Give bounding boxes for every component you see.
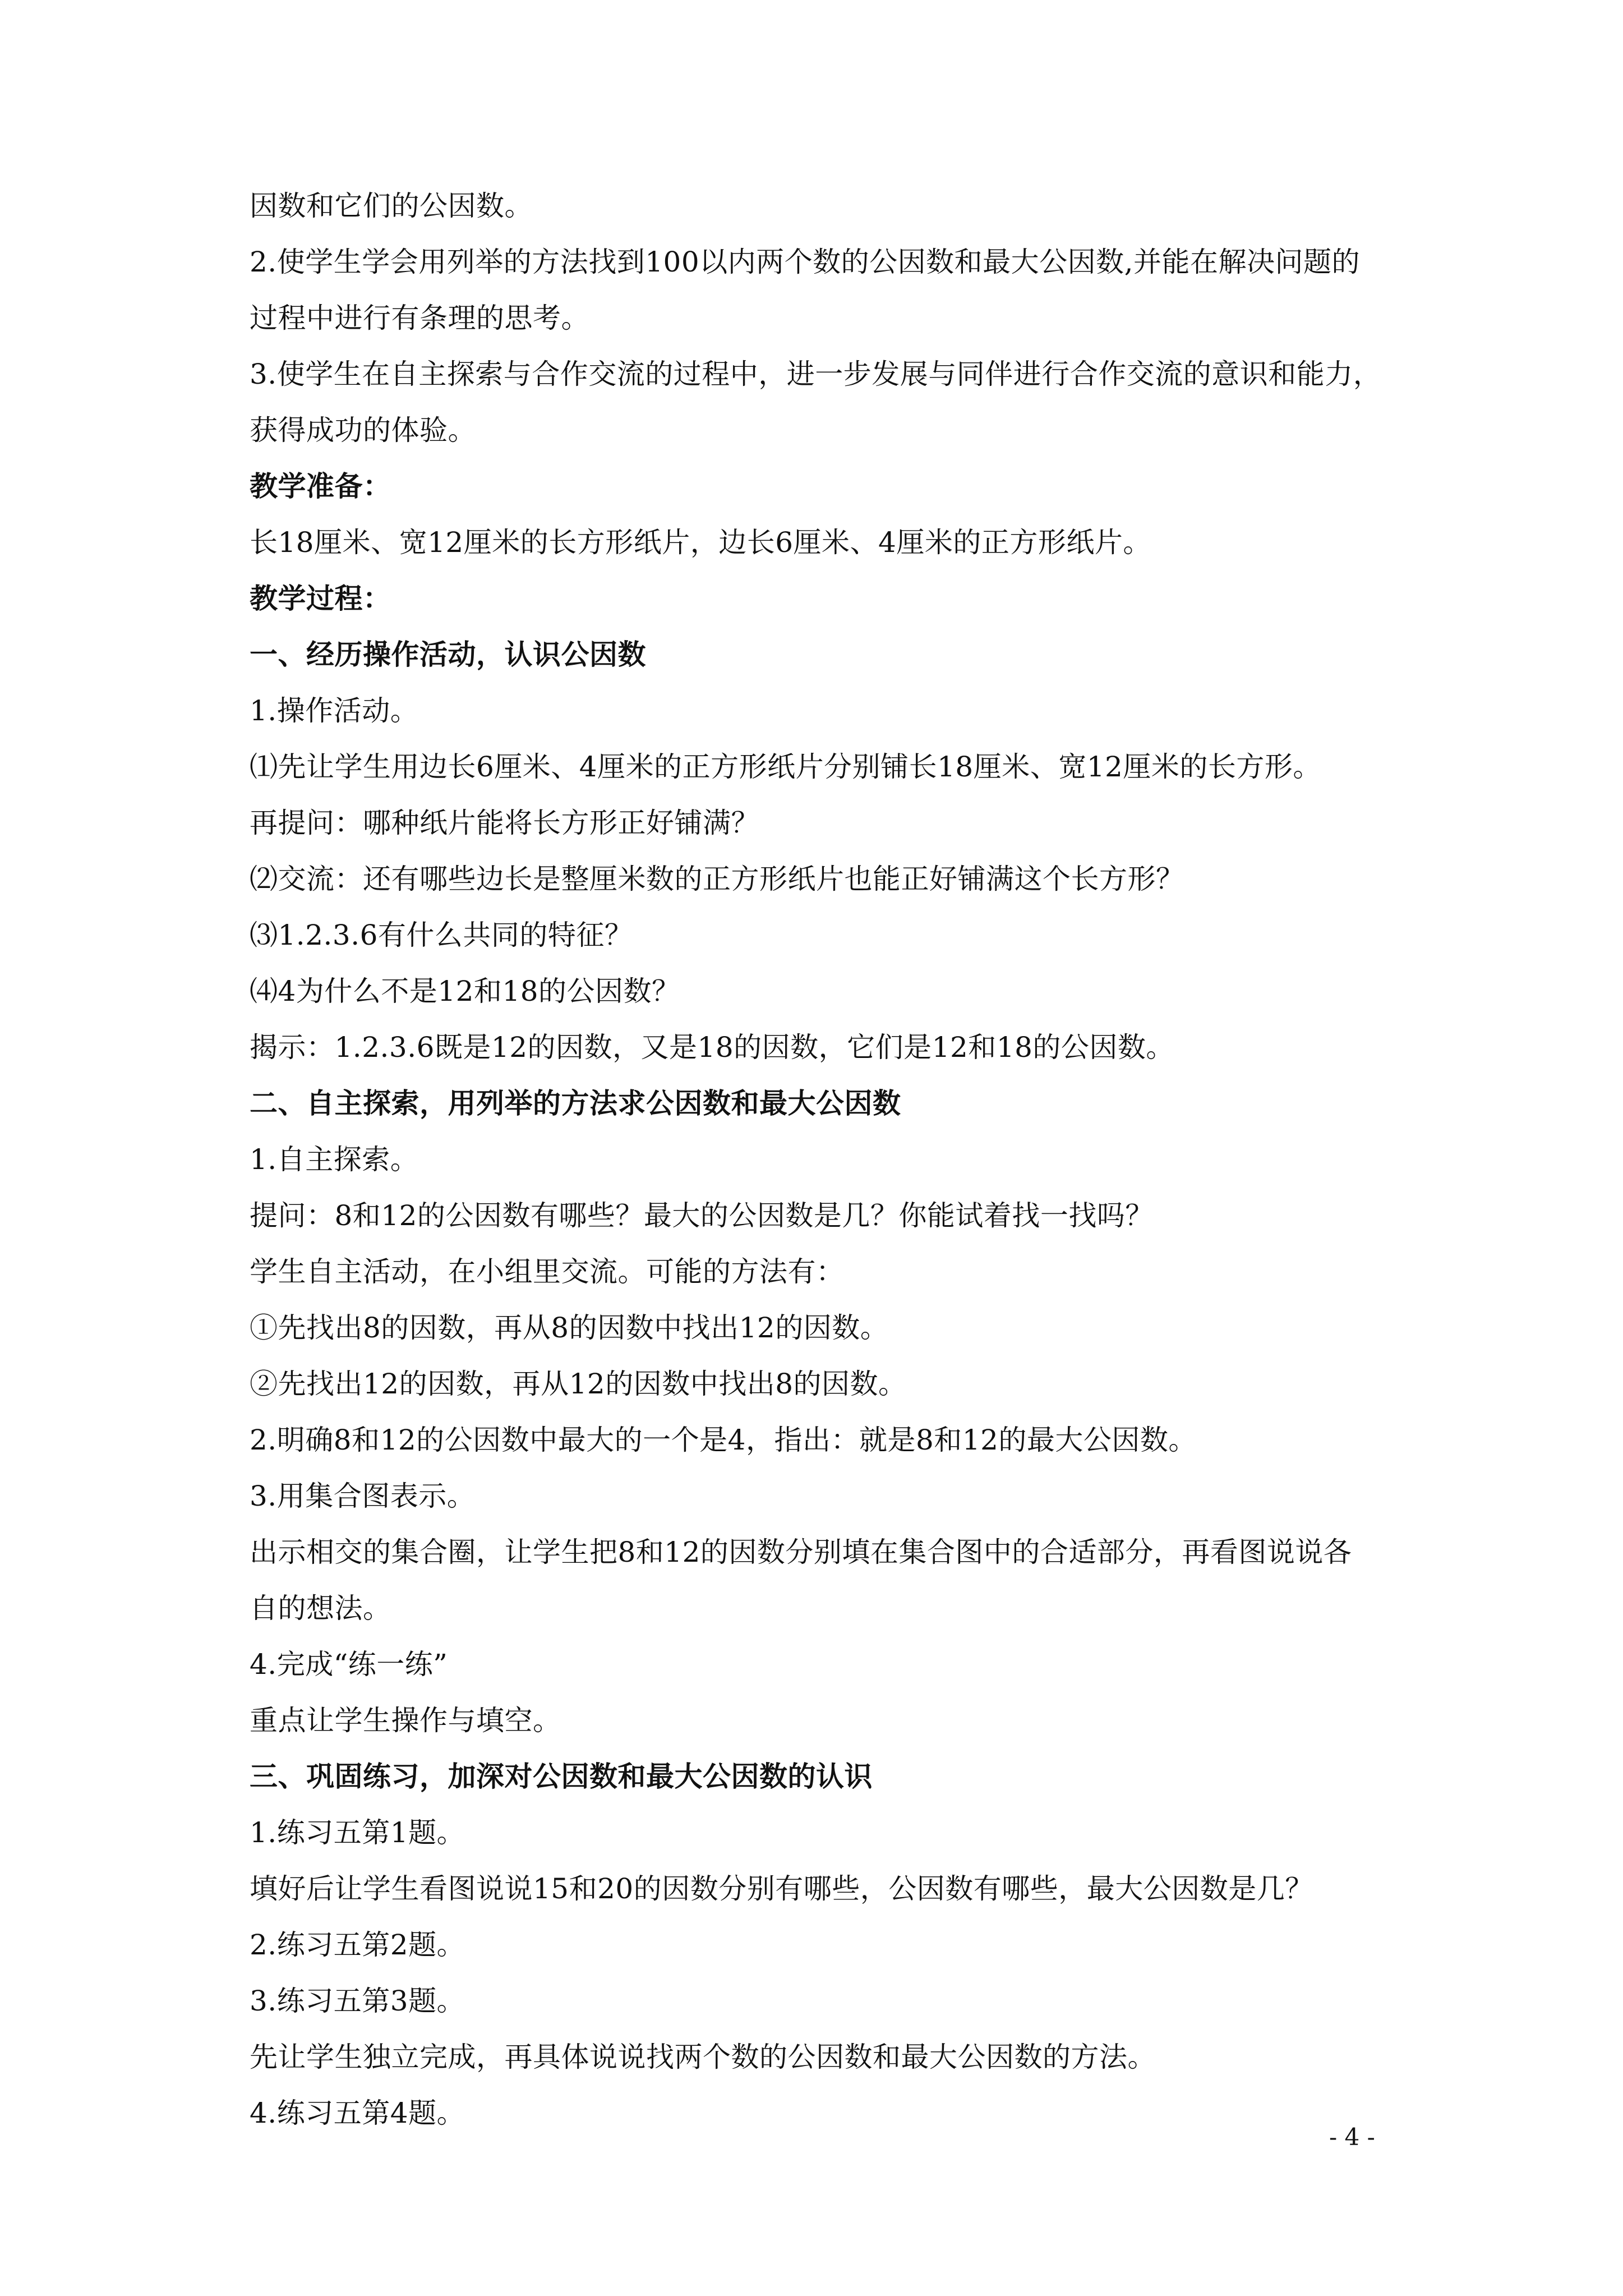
text-line: 2.明确8和12的公因数中最大的一个是4，指出：就是8和12的最大公因数。 <box>250 1424 1197 1456</box>
section-heading-2: 二、自主探索，用列举的方法求公因数和最大公因数 <box>250 1087 901 1120</box>
section-heading-preparation: 教学准备： <box>250 470 391 503</box>
text-line: 学生自主活动，在小组里交流。可能的方法有： <box>250 1255 845 1288</box>
text-line: 2.练习五第2题。 <box>250 1929 465 1961</box>
text-line: ⑷4为什么不是12和18的公因数？ <box>250 975 680 1007</box>
text-line: 出示相交的集合圈，让学生把8和12的因数分别填在集合图中的合适部分，再看图说说各 <box>250 1536 1352 1568</box>
text-line: 再提问：哪种纸片能将长方形正好铺满？ <box>250 807 759 839</box>
text-line: 先让学生独立完成，再具体说说找两个数的公因数和最大公因数的方法。 <box>250 2041 1156 2073</box>
text-line: ⑶1.2.3.6有什么共同的特征？ <box>250 919 633 951</box>
text-line: 过程中进行有条理的思考。 <box>250 302 589 334</box>
text-line: 揭示：1.2.3.6既是12的因数，又是18的因数，它们是12和18的公因数。 <box>250 1031 1174 1064</box>
section-heading-process: 教学过程： <box>250 582 391 615</box>
text-line: 4.完成“练一练” <box>250 1648 448 1681</box>
page-body <box>250 178 1394 2141</box>
text-line: 4.练习五第4题。 <box>250 2097 465 2129</box>
text-line: 1.练习五第1题。 <box>250 1816 465 1849</box>
section-heading-3: 三、巩固练习，加深对公因数和最大公因数的认识 <box>250 1760 873 1793</box>
text-line: 1.自主探索。 <box>250 1143 419 1176</box>
text-line: ②先找出12的因数，再从12的因数中找出8的因数。 <box>250 1368 907 1400</box>
text-line: 3.用集合图表示。 <box>250 1480 476 1512</box>
text-line: 提问：8和12的公因数有哪些？最大的公因数是几？你能试着找一找吗？ <box>250 1199 1154 1232</box>
objective-2-line: 2.使学生学会用列举的方法找到100以内两个数的公因数和最大公因数,并能在解决问题的 <box>250 246 1361 278</box>
page-number: - 4 - <box>1329 2123 1375 2151</box>
text-line: 自的想法。 <box>250 1592 391 1625</box>
text-line: 3.练习五第3题。 <box>250 1985 465 2017</box>
text-line: 1.操作活动。 <box>250 694 419 727</box>
text-line: 填好后让学生看图说说15和20的因数分别有哪些，公因数有哪些，最大公因数是几？ <box>250 1872 1313 1905</box>
section-heading-1: 一、经历操作活动，认识公因数 <box>250 638 646 671</box>
text-line: ⑵交流：还有哪些边长是整厘米数的正方形纸片也能正好铺满这个长方形？ <box>250 863 1184 895</box>
text-line: 重点让学生操作与填空。 <box>250 1704 561 1737</box>
objective-3-line: 3.使学生在自主探索与合作交流的过程中，进一步发展与同伴进行合作交流的意识和能力， <box>250 358 1382 390</box>
text-line: 长18厘米、宽12厘米的长方形纸片，边长6厘米、4厘米的正方形纸片。 <box>250 526 1151 559</box>
text-line: 因数和它们的公因数。 <box>250 190 533 222</box>
text-line: ⑴先让学生用边长6厘米、4厘米的正方形纸片分别铺长18厘米、宽12厘米的长方形。 <box>250 751 1321 783</box>
text-line: ①先找出8的因数，再从8的因数中找出12的因数。 <box>250 1312 889 1344</box>
text-line: 获得成功的体验。 <box>250 414 476 447</box>
